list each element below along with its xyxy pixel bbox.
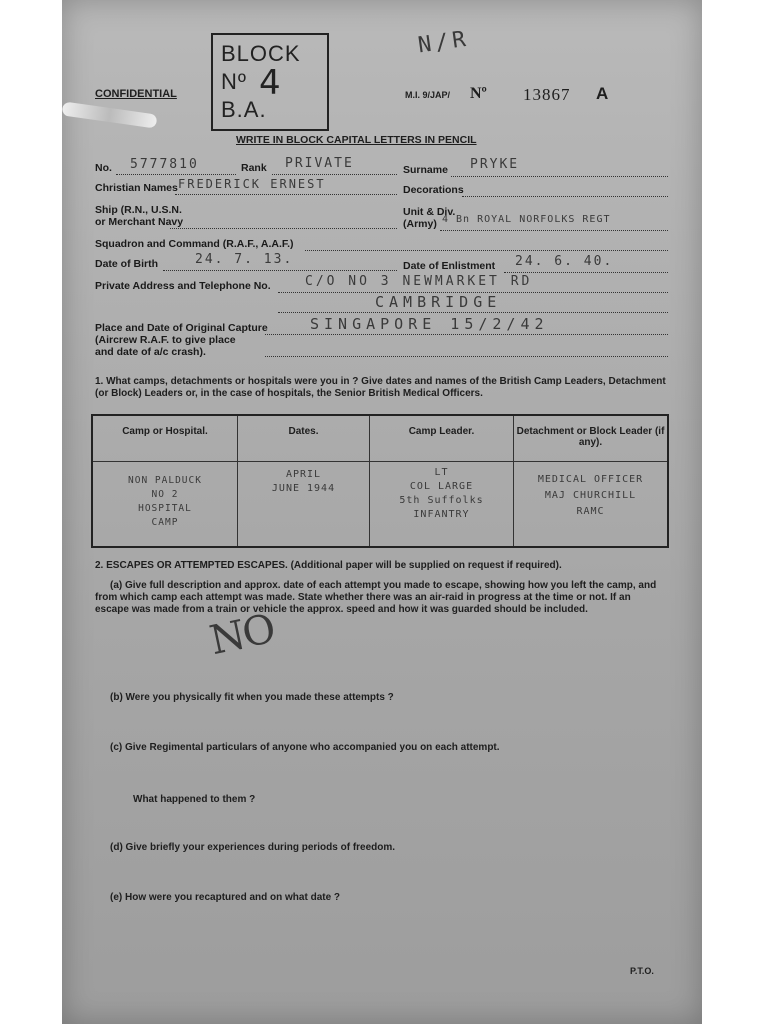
block-stamp — [211, 33, 329, 131]
table-row — [92, 462, 668, 548]
q2c-sub: What happened to them ? — [133, 794, 256, 805]
q2e: (e) How were you recaptured and on what date ? — [110, 892, 341, 903]
q2d: (d) Give briefly your experiences during periods of freedom. — [110, 842, 396, 853]
stamp-number: 4 — [259, 63, 282, 103]
camp-line-4: CAMP — [151, 517, 179, 528]
detach-line-1: MEDICAL OFFICER — [537, 474, 644, 485]
capture-label-2: (Aircrew R.A.F. to give place — [95, 334, 236, 346]
q1-text-line-1: 1. What camps, detachments or hospitals were you in ? Give dates and names of the British Camp Leaders, Detachment — [95, 376, 666, 387]
stamp-ba: B.A. — [221, 97, 267, 122]
unit-label-1: Unit & Div. — [403, 206, 456, 218]
capture-value: SINGAPORE 15/2/42 — [310, 315, 549, 333]
enlistment-label: Date of Enlistment — [403, 260, 496, 272]
q2-heading: 2. ESCAPES OR ATTEMPTED ESCAPES. (Additional paper will be supplied on request if required). — [95, 560, 562, 571]
christian-names-label: Christian Names — [95, 182, 178, 194]
col-detachment-leader: Detachment or Block Leader (if any). — [514, 415, 669, 462]
camps-table — [91, 414, 669, 548]
detach-line-3: RAMC — [576, 506, 605, 517]
col-dates: Dates. — [238, 415, 370, 462]
leader-line-1: LT — [434, 467, 449, 478]
leader-line-4: INFANTRY — [413, 509, 470, 520]
camps-table-header — [92, 415, 668, 462]
ship-label-2: or Merchant Navy — [95, 216, 184, 228]
address-label: Private Address and Telephone No. — [95, 280, 271, 292]
top-handwriting: N/R — [416, 26, 472, 59]
rank-label: Rank — [241, 162, 267, 174]
form-suffix: A — [596, 84, 609, 103]
form-no-label: Nº — [470, 85, 487, 102]
pto-label: P.T.O. — [630, 966, 654, 976]
rank-value: PRIVATE — [285, 156, 354, 171]
camp-line-2: NO 2 — [151, 489, 179, 500]
unit-label-2: (Army) — [403, 218, 437, 230]
dob-value: 24. 7. 13. — [195, 252, 294, 267]
service-number: 5777810 — [130, 157, 199, 172]
capture-label-3: and date of a/c crash). — [95, 346, 206, 358]
address-line-2: CAMBRIDGE — [375, 293, 502, 311]
q2a-answer: NO — [205, 605, 278, 665]
col-camp-leader: Camp Leader. — [370, 415, 514, 462]
mi-reference: M.I. 9/JAP/ — [405, 90, 451, 100]
address-line-1: C/O NO 3 NEWMARKET RD — [305, 274, 533, 289]
stamp-no: Nº — [221, 69, 247, 94]
capture-label-1: Place and Date of Original Capture — [95, 322, 268, 334]
surname-label: Surname — [403, 164, 448, 176]
q2b: (b) Were you physically fit when you made these attempts ? — [110, 692, 394, 703]
leader-line-2: COL LARGE — [409, 481, 474, 492]
no-label: No. — [95, 162, 112, 174]
squadron-label: Squadron and Command (R.A.F., A.A.F.) — [95, 238, 294, 250]
detach-line-2: MAJ CHURCHILL — [544, 490, 637, 501]
confidential-label: CONFIDENTIAL — [95, 88, 177, 100]
form-number: 13867 — [523, 85, 571, 104]
stamp-block: BLOCK — [221, 41, 301, 66]
unit-value: 4 Bn ROYAL NORFOLKS REGT — [442, 214, 611, 225]
christian-names-value: FREDERICK ERNEST — [178, 177, 326, 191]
camp-line-1: NON PALDUCK — [128, 475, 202, 486]
q2c: (c) Give Regimental particulars of anyone who accompanied you on each attempt. — [110, 742, 500, 753]
q2a-line-2: from which camp each attempt was made. State whether there was an air-raid in progress at the time or not. If an — [95, 592, 631, 603]
q1-text-line-2: (or Block) Leaders or, in the case of hospitals, the Senior British Medical Officers. — [95, 388, 483, 399]
decorations-label: Decorations — [403, 184, 464, 196]
camp-line-3: HOSPITAL — [138, 503, 192, 514]
ship-label-1: Ship (R.N., U.S.N. — [95, 204, 182, 216]
dates-line-2: JUNE 1944 — [271, 483, 336, 494]
leader-line-3: 5th Suffolks — [399, 495, 484, 506]
surname-value: PRYKE — [470, 157, 520, 172]
enlistment-value: 24. 6. 40. — [515, 254, 614, 269]
q2a-line-3: escape was made from a train or vehicle the approx. speed and how it was guarded should be included. — [95, 604, 588, 615]
col-camp-or-hospital: Camp or Hospital. — [92, 415, 238, 462]
q2a-line-1: (a) Give full description and approx. date of each attempt you made to escape, showing how you left the camp, and — [110, 580, 657, 591]
pencil-instruction: WRITE IN BLOCK CAPITAL LETTERS IN PENCIL — [236, 134, 477, 146]
dob-label: Date of Birth — [95, 258, 158, 270]
dates-line-1: APRIL — [285, 469, 322, 480]
